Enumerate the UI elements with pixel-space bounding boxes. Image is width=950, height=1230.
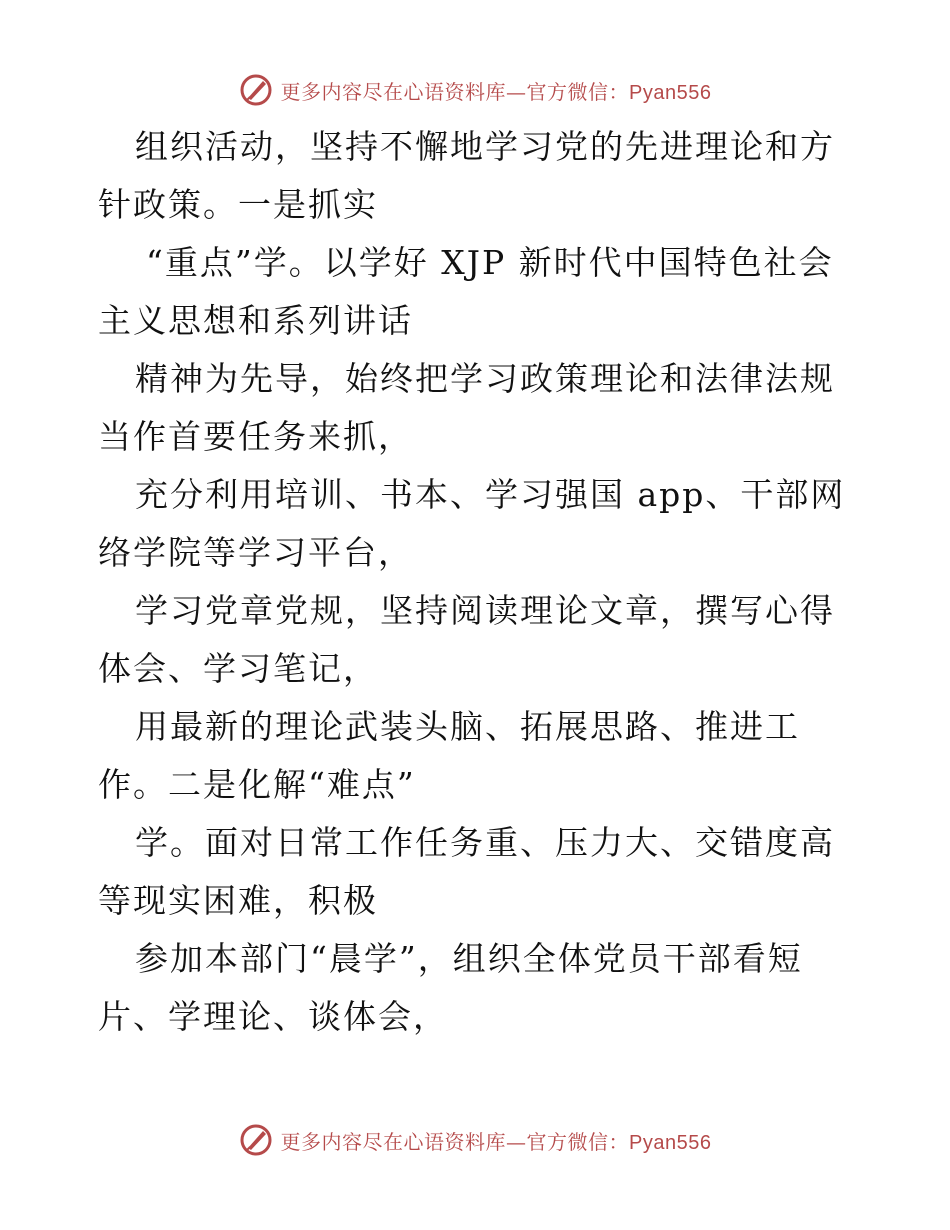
paragraph-7: 学。面对日常工作任务重、压力大、交错度高等现实困难，积极	[98, 823, 835, 920]
quill-seal-icon	[239, 73, 273, 107]
paragraph-3: 精神为先导，始终把学习政策理论和法律法规当作首要任务来抓，	[98, 359, 835, 456]
page-header-banner	[0, 70, 950, 110]
footer-banner-text	[281, 1126, 712, 1155]
document-body	[98, 118, 858, 1046]
paragraph-8: 参加本部门“晨学”，组织全体党员干部看短片、学理论、谈体会，	[98, 939, 803, 1036]
footer-banner-label: 更多内容尽在心语资料库—官方微信：	[280, 1129, 630, 1154]
quill-seal-icon	[239, 1123, 273, 1157]
paragraph-6: 用最新的理论武装头脑、拓展思路、推进工作。二是化解“难点”	[98, 707, 800, 804]
paragraph-2: “重点”学。以学好 XJP 新时代中国特色社会主义思想和系列讲话	[98, 243, 834, 340]
header-banner-text	[281, 76, 712, 105]
header-wechat-id: Pyan556	[629, 81, 712, 104]
header-banner-label: 更多内容尽在心语资料库—官方微信：	[280, 79, 630, 104]
paragraph-5: 学习党章党规，坚持阅读理论文章，撰写心得体会、学习笔记，	[98, 591, 835, 688]
footer-wechat-id: Pyan556	[629, 1131, 712, 1154]
paragraph-4: 充分利用培训、书本、学习强国 app、干部网络学院等学习平台，	[98, 475, 846, 572]
page-footer-banner	[0, 1120, 950, 1160]
paragraph-1: 组织活动，坚持不懈地学习党的先进理论和方针政策。一是抓实	[98, 127, 835, 224]
